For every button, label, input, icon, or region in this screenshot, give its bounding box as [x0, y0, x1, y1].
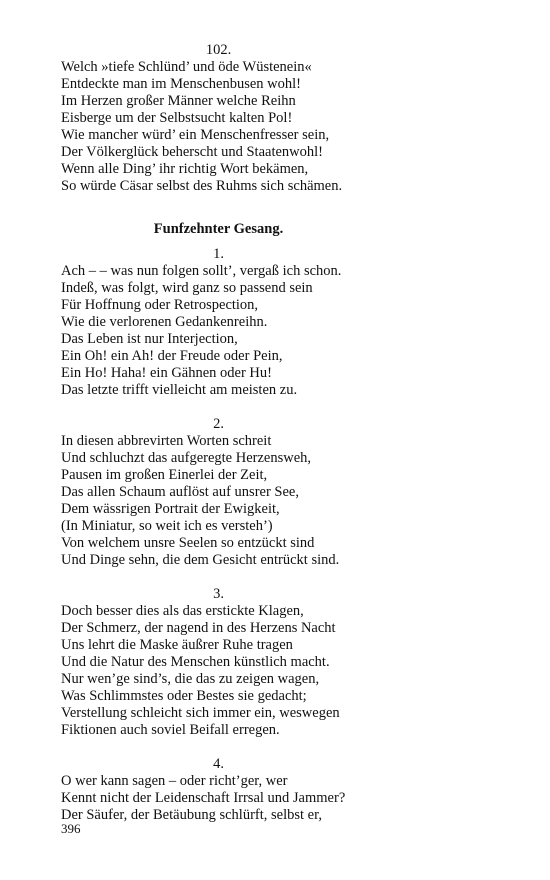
verse-line: Uns lehrt die Maske äußrer Ruhe tragen — [61, 637, 293, 653]
verse-line: Pausen im großen Einerlei der Zeit, — [61, 467, 268, 483]
verse-line: Das allen Schaum auflöst auf unsrer See, — [61, 484, 299, 500]
verse-line: Im Herzen großer Männer welche Reihn — [61, 93, 296, 109]
canto-title: Funfzehnter Gesang. — [153, 221, 284, 237]
verse-line: Der Säufer, der Betäubung schlürft, selbst er, — [61, 807, 322, 823]
verse-line: Nur wen’ge sind’s, die das zu zeigen wagen, — [61, 671, 320, 687]
verse-line: Von welchem unsre Seelen so entzückt sind — [61, 535, 315, 551]
stanza-number: 4. — [213, 756, 224, 772]
stanza-3 — [61, 586, 376, 739]
verse-line: Doch besser dies als das erstickte Klagen, — [61, 603, 304, 619]
page-body — [61, 42, 376, 824]
verse-line: Welch »tiefe Schlünd’ und öde Wüstenein« — [61, 59, 312, 75]
verse-line: Das Leben ist nur Interjection, — [61, 331, 238, 347]
stanza-102 — [61, 42, 376, 195]
verse-line: Ein Oh! ein Ah! der Freude oder Pein, — [61, 348, 283, 364]
verse-line: Und schluchzt das aufgeregte Herzensweh, — [61, 450, 312, 466]
verse-line: Indeß, was folgt, wird ganz so passend sein — [61, 280, 313, 296]
verse-line: Wie die verlorenen Gedankenreihn. — [61, 314, 268, 330]
verse-line: O wer kann sagen – oder richt’ger, wer — [61, 773, 288, 789]
verse-line: Wenn alle Ding’ ihr richtig Wort bekämen, — [61, 161, 309, 177]
verse-line: In diesen abbrevirten Worten schreit — [61, 433, 272, 449]
stanza-1 — [61, 246, 376, 399]
stanza-number: 1. — [213, 246, 224, 262]
verse-line: Und Dinge sehn, die dem Gesicht entrückt sind. — [61, 552, 340, 568]
verse-line: Ach – – was nun folgen sollt’, vergaß ich schon. — [61, 263, 342, 279]
verse-line: Eisberge um der Selbstsucht kalten Pol! — [61, 110, 293, 126]
verse-line: Der Völkerglück beherscht und Staatenwohl! — [61, 144, 324, 160]
verse-line: (In Miniatur, so weit ich es versteh’) — [61, 518, 273, 534]
verse-line: Entdeckte man im Menschenbusen wohl! — [61, 76, 301, 92]
verse-line: Und die Natur des Menschen künstlich macht. — [61, 654, 330, 670]
stanza-4 — [61, 756, 376, 824]
verse-line: Fiktionen auch soviel Beifall erregen. — [61, 722, 280, 738]
page-number: 396 — [61, 821, 81, 836]
verse-line: Der Schmerz, der nagend in des Herzens Nacht — [61, 620, 336, 636]
stanza-number: 3. — [213, 586, 224, 602]
verse-line: Kennt nicht der Leidenschaft Irrsal und Jammer? — [61, 790, 346, 806]
stanza-2 — [61, 416, 376, 569]
verse-line: Dem wässrigen Portrait der Ewigkeit, — [61, 501, 280, 517]
verse-line: Für Hoffnung oder Retrospection, — [61, 297, 259, 313]
verse-line: Was Schlimmstes oder Bestes sie gedacht; — [61, 688, 307, 704]
verse-line: Ein Ho! Haha! ein Gähnen oder Hu! — [61, 365, 272, 381]
verse-line: Verstellung schleicht sich immer ein, weswegen — [61, 705, 340, 721]
stanza-number: 102. — [205, 42, 232, 58]
verse-line: So würde Cäsar selbst des Ruhms sich schämen. — [61, 178, 343, 194]
stanza-number: 2. — [213, 416, 224, 432]
verse-line: Wie mancher würd’ ein Menschenfresser sein, — [61, 127, 330, 143]
verse-line: Das letzte trifft vielleicht am meisten zu. — [61, 382, 298, 398]
